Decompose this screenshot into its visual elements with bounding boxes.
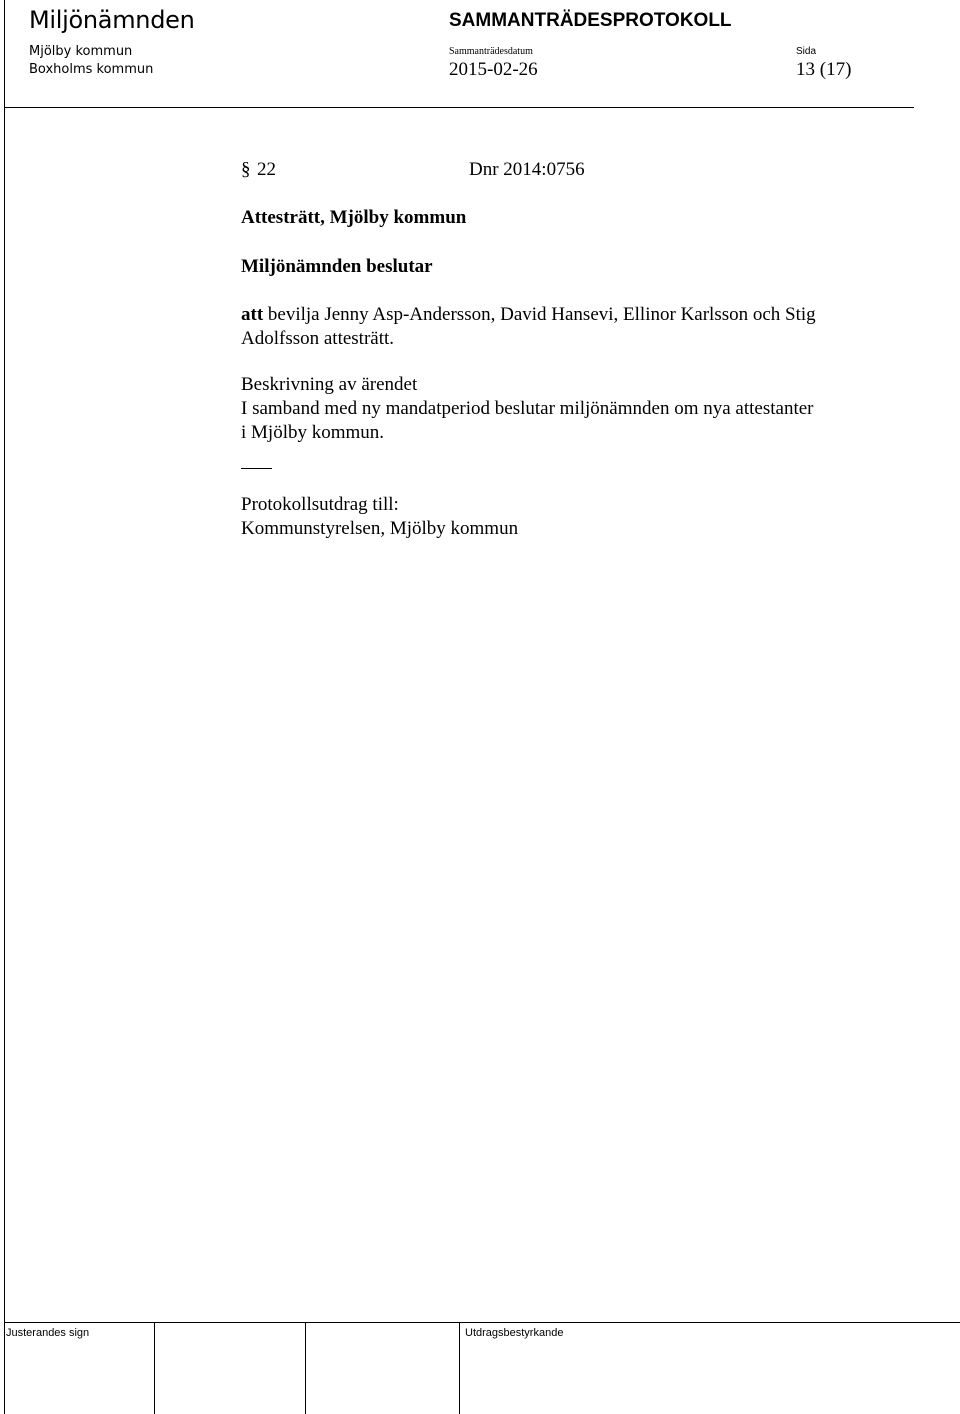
description-heading: Beskrivning av ärendet (241, 374, 418, 395)
decision-text: bevilja Jenny Asp-Andersson, David Hansevi, Ellinor Karlsson och Stig (267, 304, 816, 325)
short-divider (241, 468, 272, 469)
footer-column-line (154, 1322, 155, 1414)
certification-label: Utdragsbestyrkande (465, 1327, 564, 1339)
decision-keyword: att (241, 304, 264, 325)
distribution-heading: Protokollsutdrag till: (241, 494, 399, 515)
page-number: 13 (17) (796, 59, 852, 80)
committee-name: Miljönämnden (29, 6, 195, 34)
page-label: Sida (796, 46, 817, 57)
footer-divider (4, 1322, 960, 1323)
item-title: Attesträtt, Mjölby kommun (241, 207, 467, 228)
description-text: I samband med ny mandatperiod beslutar miljönämnden om nya attestanter (241, 398, 814, 419)
meeting-date: 2015-02-26 (449, 59, 538, 80)
signature-label: Justerandes sign (6, 1327, 90, 1339)
distribution-recipient: Kommunstyrelsen, Mjölby kommun (241, 518, 519, 539)
section-number: 22 (257, 159, 276, 180)
dnr-reference: Dnr 2014:0756 (469, 159, 585, 180)
municipality-name: Mjölby kommun (29, 44, 133, 59)
date-label: Sammanträdesdatum (449, 46, 533, 57)
document-type: SAMMANTRÄDESPROTOKOLL (449, 10, 732, 31)
municipality-name: Boxholms kommun (29, 62, 154, 77)
decision-heading: Miljönämnden beslutar (241, 256, 433, 277)
footer-column-line (305, 1322, 306, 1414)
decision-text-continued: Adolfsson attesträtt. (241, 328, 395, 349)
decision-line (241, 304, 816, 326)
footer-column-line (459, 1322, 460, 1414)
header-divider (4, 107, 914, 108)
description-text-continued: i Mjölby kommun. (241, 422, 385, 443)
left-margin-line (4, 0, 5, 1414)
section-symbol: § (241, 159, 251, 180)
